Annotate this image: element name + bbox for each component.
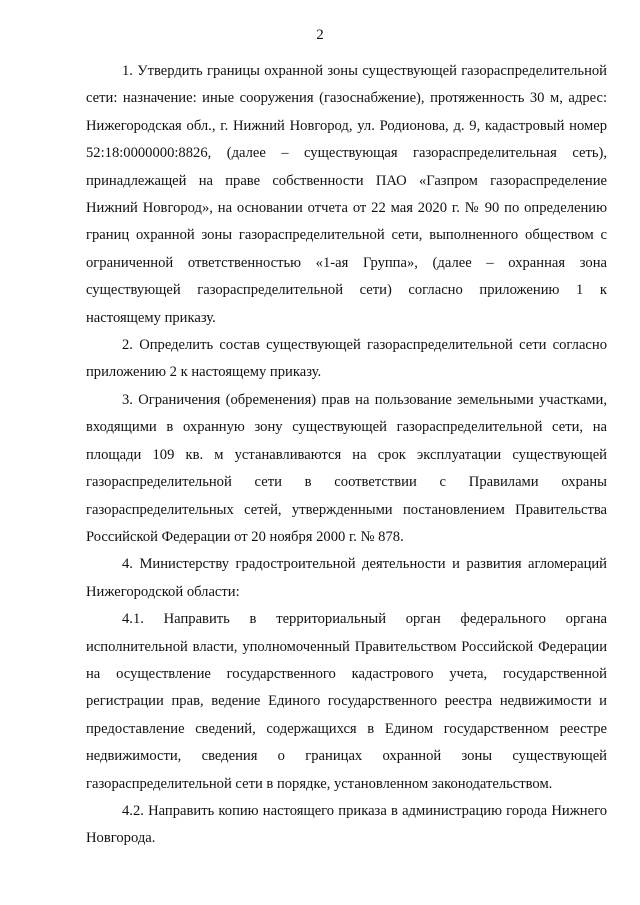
- paragraph-4-ministry: 4. Министерству градостроительной деятельности и развития агломераций Нижегородской области:: [86, 556, 607, 600]
- paragraph-4-1-send-information: 4.1. Направить в территориальный орган федерального органа исполнительной власти, уполномоченный Правительством Российской Федерации на осуществление государственного кадастрового учета, государственной регистрации прав, ведение Единого государственного реестра недвижимости и предоставление сведений, содержащихся в Едином государственном реестре недвижимости, сведения о границах охранной зоны существующей газораспределительной сети в порядке, установленном законодательством.: [86, 611, 607, 792]
- document-body: [86, 58, 607, 853]
- paragraph-4-2-send-copy: 4.2. Направить копию настоящего приказа в администрацию города Нижнего Новгорода.: [86, 802, 607, 847]
- paragraph-1-approve-boundaries: 1. Утвердить границы охранной зоны существующей газораспределительной сети: назначение: иные сооружения (газоснабжение), протяженность 30 м, адрес: Нижегородская обл., г. Нижний Новгород, ул. Родионова, д. 9, кадастровый номер 52:18:0000000:8826, (далее – существующая газораспределительная сеть), принадлежащей на праве собственности ПАО «Газпром газораспределение Нижний Новгород», на основании отчета от 22 мая 2020 г. № 90 по определению границ охранной зоны газораспределительной сети, выполненного обществом с ограниченной ответственностью «1-ая Группа», (далее – охранная зона существующей газораспределительной сети) согласно приложению 1 к настоящему приказу.: [86, 63, 607, 326]
- paragraph-3-restrictions: 3. Ограничения (обременения) прав на пользование земельными участками, входящими в охранную зону существующей газораспределительной сети, на площади 109 кв. м устанавливаются на срок эксплуатации существующей газораспределительной сети в соответствии с Правилами охраны газораспределительных сетей, утвержденными постановлением Правительства Российской Федерации от 20 ноября 2000 г. № 878.: [86, 391, 607, 545]
- paragraph-2-determine-composition: 2. Определить состав существующей газораспределительной сети согласно приложению 2 к настоящему приказу.: [86, 337, 607, 381]
- page-number: 2: [316, 27, 324, 43]
